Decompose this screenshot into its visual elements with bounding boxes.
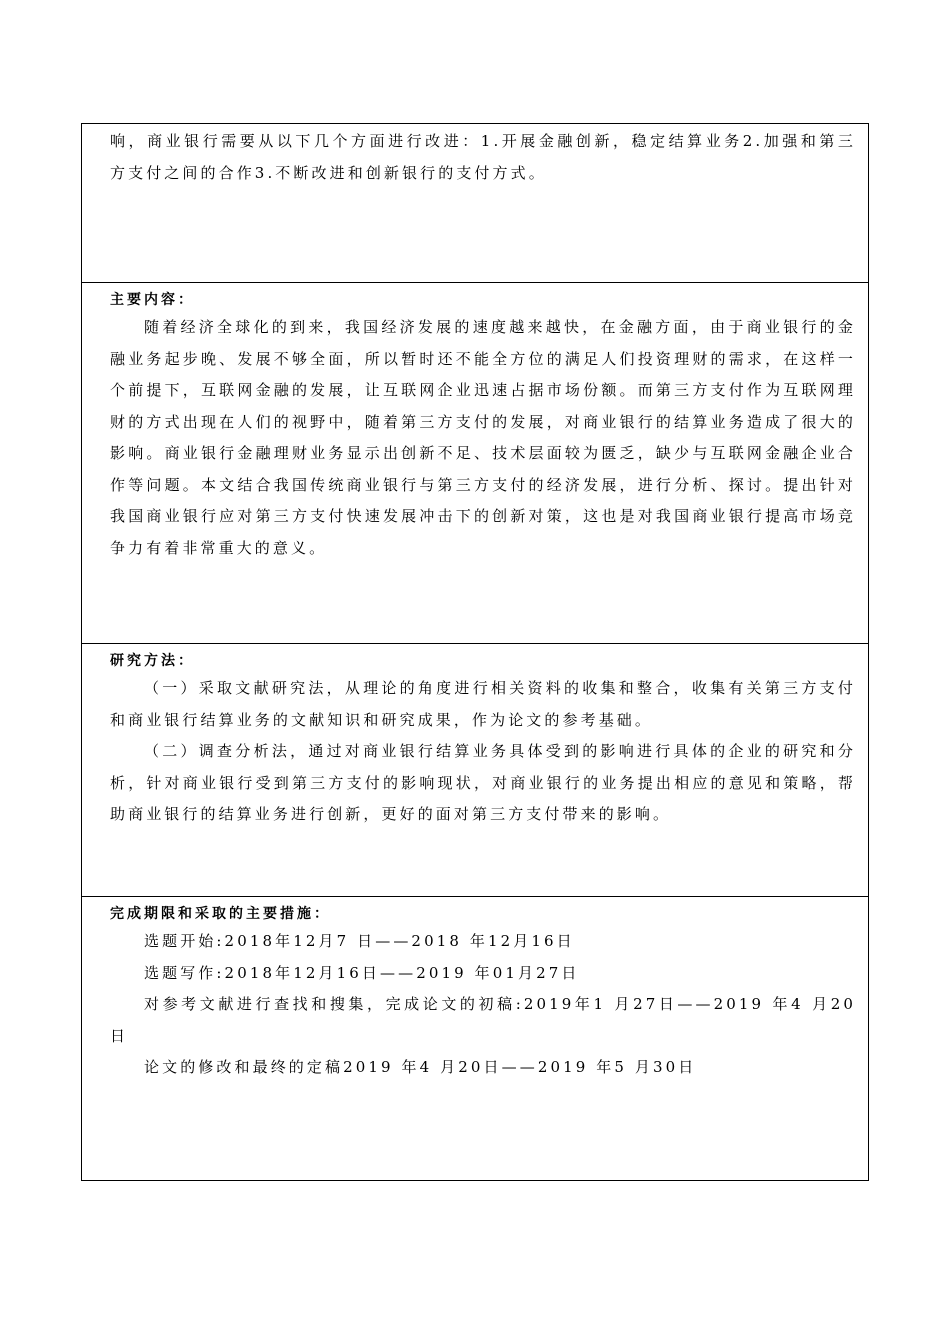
research-methods-section [82,643,868,896]
research-method-item: （二）调查分析法，通过对商业银行结算业务具体受到的影响进行具体的企业的研究和分析，针对商业银行受到第三方支付的影响现状，对商业银行的业务提出相应的意见和策略，帮助商业银行的结算业务进行创新，更好的面对第三方支付带来的影响。 [110,742,856,823]
schedule-section [82,896,868,1180]
schedule-item: 论文的修改和最终的定稿2019 年4 月20日——2019 年5 月30日 [144,1058,697,1076]
main-content-heading: 主要内容： [110,292,195,308]
main-content-paragraph: 随着经济全球化的到来，我国经济发展的速度越来越快，在金融方面，由于商业银行的金融业务起步晚、发展不够全面，所以暂时还不能全方位的满足人们投资理财的需求，在这样一个前提下，互联网金融的发展，让互联网企业迅速占据市场份额。而第三方支付作为互联网理财的方式出现在人们的视野中，随着第三方支付的发展，对商业银行的结算业务造成了很大的影响。商业银行金融理财业务显示出创新不足、技术层面较为匮乏，缺少与互联网金融企业合作等问题。本文结合我国传统商业银行与第三方支付的经济发展，进行分析、探讨。提出针对我国商业银行应对第三方支付快速发展冲击下的创新对策，这也是对我国商业银行提高市场竞争力有着非常重大的意义。 [110,318,856,557]
intro-paragraph: 响，商业银行需要从以下几个方面进行改进：1.开展金融创新，稳定结算业务2.加强和第三方支付之间的合作3.不断改进和创新银行的支付方式。 [110,132,856,182]
research-method-item: （一）采取文献研究法，从理论的角度进行相关资料的收集和整合，收集有关第三方支付和商业银行结算业务的文献知识和研究成果，作为论文的参考基础。 [110,679,856,729]
schedule-item: 选题开始:2018年12月7 日——2018 年12月16日 [144,932,575,950]
proposal-table [81,123,869,1181]
schedule-item: 选题写作:2018年12月16日——2019 年01月27日 [144,963,580,982]
main-content-section [82,282,868,643]
schedule-item: 对参考文献进行查找和搜集，完成论文的初稿:2019年1 月27日——2019 年4 月20日 [110,995,856,1045]
schedule-heading: 完成期限和采取的主要措施： [110,906,331,922]
research-methods-heading: 研究方法： [110,653,195,669]
intro-section [82,124,868,282]
